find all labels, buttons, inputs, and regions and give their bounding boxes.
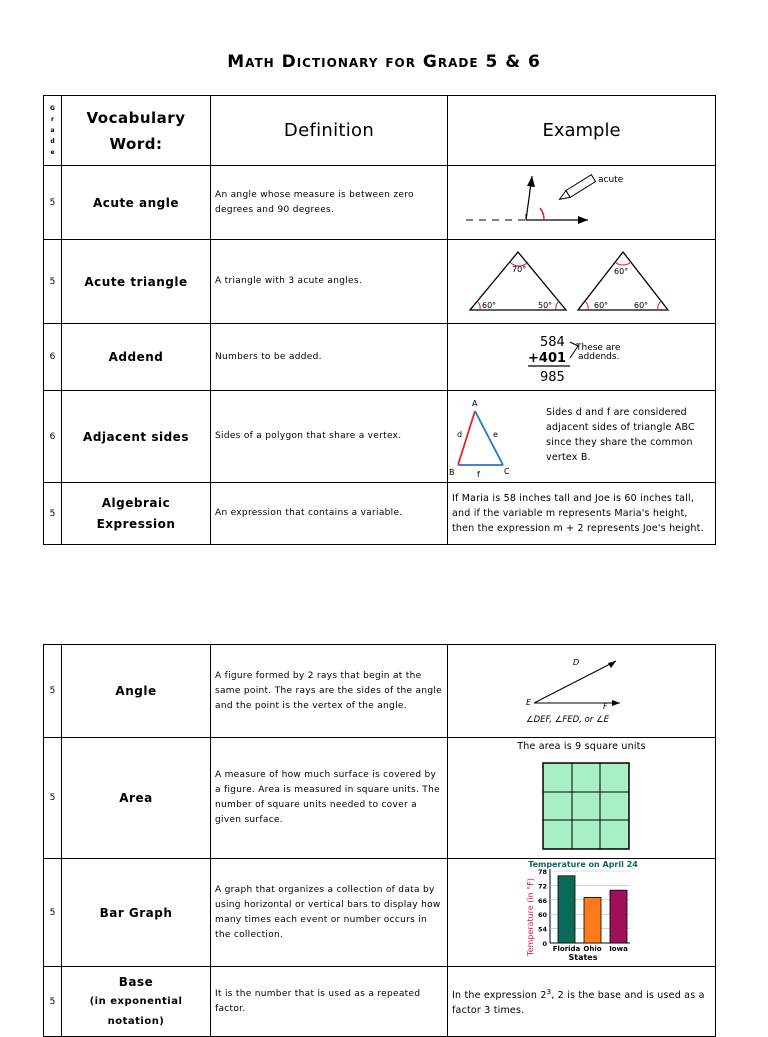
angle-caption: ∠DEF, ∠FED, or ∠E bbox=[526, 715, 609, 725]
grade-cell: 5 bbox=[44, 166, 62, 240]
definition-cell: An angle whose measure is between zero degrees and 90 degrees. bbox=[211, 166, 448, 240]
word-cell: Addend bbox=[62, 324, 211, 391]
addend-bottom: +401 bbox=[528, 351, 567, 366]
grade-cell: 5 bbox=[44, 645, 62, 738]
dictionary-table-2 bbox=[43, 644, 716, 1037]
y-tick-label: 66 bbox=[537, 896, 547, 905]
word-cell: Algebraic Expression bbox=[62, 483, 211, 545]
word-cell: Adjacent sides bbox=[62, 391, 211, 483]
algebraic-example-text: If Maria is 58 inches tall and Joe is 60 inches tall, and if the variable m represents Maria's height, then the expression m + 2 represents Joe's height. bbox=[448, 483, 716, 545]
y-tick-label: 60 bbox=[537, 911, 547, 920]
example-cell bbox=[448, 859, 716, 967]
definition-cell: An expression that contains a variable. bbox=[211, 483, 448, 545]
bar bbox=[610, 890, 627, 943]
angle-label: 70° bbox=[512, 265, 527, 274]
side-e: e bbox=[493, 430, 498, 439]
grade-letter: a bbox=[50, 127, 55, 134]
base-example-text: In the expression $2^3$, 2 is the base and is used as a factor 3 times. bbox=[448, 967, 716, 1037]
example-cell bbox=[448, 324, 716, 391]
word-cell: Acute angle bbox=[62, 166, 211, 240]
header-definition: Definition bbox=[211, 96, 448, 166]
bar bbox=[584, 897, 601, 943]
table-row bbox=[44, 324, 716, 391]
y-tick-label: 54 bbox=[537, 925, 547, 934]
definition-cell: Numbers to be added. bbox=[211, 324, 448, 391]
word-cell: Angle bbox=[62, 645, 211, 738]
grade-cell: 6 bbox=[44, 324, 62, 391]
grade-cell: 5 bbox=[44, 483, 62, 545]
side-f: f bbox=[477, 470, 480, 479]
x-tick-label: Iowa bbox=[609, 945, 628, 953]
word-cell: Area bbox=[62, 738, 211, 859]
table-row bbox=[44, 967, 716, 1037]
angle-label: 60° bbox=[634, 301, 649, 310]
table-row bbox=[44, 859, 716, 967]
angle-label: 60° bbox=[482, 301, 497, 310]
triangle-abc-diagram bbox=[448, 391, 538, 481]
grade-letter: d bbox=[50, 138, 55, 145]
table-row bbox=[44, 166, 716, 240]
table-row bbox=[44, 483, 716, 545]
definition-cell: A figure formed by 2 rays that begin at the same point. The rays are the sides of the angle and the point is the vertex of the angle. bbox=[211, 645, 448, 738]
grade-letter: r bbox=[51, 116, 54, 123]
acute-label: acute bbox=[598, 175, 624, 185]
angle-def-diagram bbox=[448, 645, 713, 734]
addend-top: 584 bbox=[540, 335, 565, 350]
y-tick-label: 0 bbox=[542, 940, 547, 948]
addend-note: These are addends. bbox=[576, 343, 621, 362]
side-d: d bbox=[457, 430, 463, 439]
point-e: E bbox=[526, 698, 532, 707]
header-vocabulary: Vocabulary Word: bbox=[62, 96, 211, 166]
y-tick-label: 78 bbox=[537, 868, 547, 876]
grade-cell: 6 bbox=[44, 391, 62, 483]
grade-cell: 5 bbox=[44, 738, 62, 859]
chart-ylabel: Temperature (in °F) bbox=[526, 878, 535, 956]
angle-label: 50° bbox=[538, 301, 553, 310]
table-row bbox=[44, 240, 716, 324]
definition-cell: It is the number that is used as a repeated factor. bbox=[211, 967, 448, 1037]
point-f: F bbox=[603, 702, 608, 711]
table-row bbox=[44, 645, 716, 738]
point-d: D bbox=[573, 658, 580, 667]
vertex-b: B bbox=[449, 468, 455, 477]
example-cell bbox=[448, 166, 716, 240]
word-cell: Base (in exponential notation) bbox=[62, 967, 211, 1037]
y-tick-label: 72 bbox=[537, 882, 547, 891]
vertex-c: C bbox=[504, 467, 510, 476]
document-title: Math Dictionary for Grade 5 & 6 bbox=[227, 52, 541, 72]
bar bbox=[558, 876, 575, 943]
chart-xlabel: States bbox=[568, 953, 598, 962]
x-tick-label: Florida bbox=[552, 945, 581, 953]
bar-graph-chart bbox=[448, 859, 713, 963]
dictionary-table-1 bbox=[43, 95, 716, 545]
example-cell bbox=[448, 645, 716, 738]
word-cell: Acute triangle bbox=[62, 240, 211, 324]
definition-cell: A graph that organizes a collection of data by using horizontal or vertical bars to display how many times each event or number occurs in the collection. bbox=[211, 859, 448, 967]
definition-cell: A measure of how much surface is covered by a figure. Area is measured in square units. The number of square units needed to cover a given surface. bbox=[211, 738, 448, 859]
header-example: Example bbox=[448, 96, 716, 166]
header-row bbox=[44, 96, 716, 166]
header-grade bbox=[44, 96, 62, 166]
grade-letter: e bbox=[50, 149, 55, 156]
acute-triangles-diagram bbox=[448, 240, 713, 320]
grade-cell: 5 bbox=[44, 240, 62, 324]
acute-angle-diagram bbox=[448, 166, 713, 236]
area-grid bbox=[448, 754, 713, 854]
definition-cell: Sides of a polygon that share a vertex. bbox=[211, 391, 448, 483]
sum: 985 bbox=[540, 370, 565, 385]
word-cell: Bar Graph bbox=[62, 859, 211, 967]
definition-cell: A triangle with 3 acute angles. bbox=[211, 240, 448, 324]
example-cell bbox=[448, 240, 716, 324]
grade-cell: 5 bbox=[44, 859, 62, 967]
chart-title: Temperature on April 24 bbox=[528, 860, 638, 869]
example-cell bbox=[448, 738, 716, 859]
grade-cell: 5 bbox=[44, 967, 62, 1037]
vertex-a: A bbox=[472, 399, 478, 408]
angle-label: 60° bbox=[614, 267, 629, 276]
addend-diagram bbox=[448, 324, 713, 387]
angle-label: 60° bbox=[594, 301, 609, 310]
table-row bbox=[44, 391, 716, 483]
grade-letter: G bbox=[50, 105, 55, 112]
example-cell bbox=[448, 391, 716, 483]
area-caption: The area is 9 square units bbox=[517, 741, 646, 752]
adjacent-sides-example-text: Sides d and f are considered adjacent sides of triangle ABC since they share the common vertex B. bbox=[546, 407, 695, 463]
x-tick-label: Ohio bbox=[583, 945, 602, 953]
table-row bbox=[44, 738, 716, 859]
